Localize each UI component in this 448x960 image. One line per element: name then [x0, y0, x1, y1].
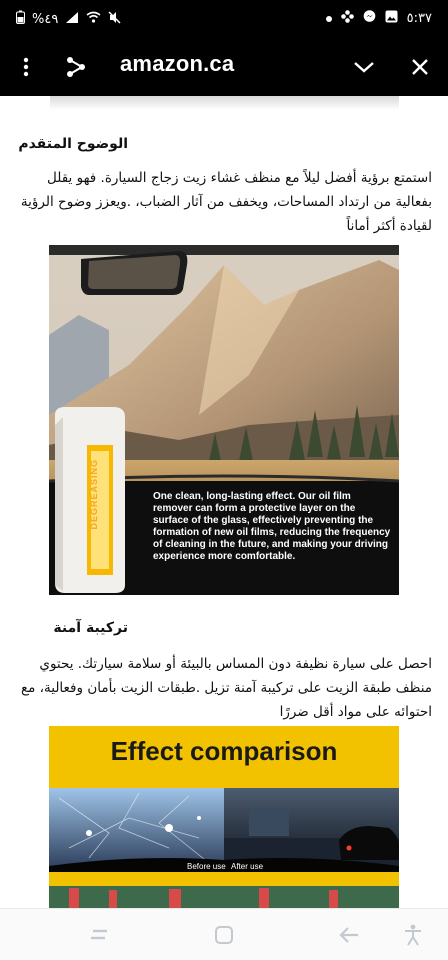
- recent-apps-button[interactable]: [84, 921, 114, 949]
- collapse-button[interactable]: [342, 38, 386, 96]
- vertical-dots-icon: [23, 57, 29, 77]
- wifi-icon: [86, 11, 101, 27]
- comparison-title: Effect comparison: [110, 736, 338, 766]
- battery-percent: %٤٩: [32, 11, 59, 27]
- back-button[interactable]: [334, 921, 364, 949]
- home-button[interactable]: [209, 921, 239, 949]
- accessibility-button[interactable]: [398, 921, 428, 949]
- close-button[interactable]: [398, 38, 442, 96]
- section-heading-safe: تركيبة آمنة: [53, 620, 128, 636]
- notification-dot-icon: [326, 11, 332, 26]
- before-use-label: Before use: [187, 862, 226, 871]
- page-content[interactable]: [0, 96, 448, 908]
- section-text-safe: احصل على سيارة نظيفة دون المساس بالبيئة أو سلامة سيارتك. يحتوي منظف طبقة الزيت على تركيبة آمنة تزيل .طبقات الزيت بأمان وفعالية، مع احتوائه على مواد أقل ضررًا: [20, 656, 432, 720]
- product-image: [49, 245, 399, 595]
- navigation-bar: [0, 908, 448, 960]
- status-bar: [0, 0, 448, 38]
- messenger-icon: [363, 10, 376, 27]
- battery-icon: [16, 10, 25, 28]
- recent-apps-icon: [89, 926, 109, 944]
- share-icon: [65, 56, 87, 78]
- accessibility-icon: [403, 924, 423, 946]
- section-heading-clarity: الوضوح المتقدم: [18, 136, 128, 152]
- chevron-down-icon: [353, 60, 375, 74]
- share-button[interactable]: [54, 38, 98, 96]
- signal-icon: [65, 11, 79, 28]
- browser-toolbar: [0, 38, 448, 96]
- more-options-button[interactable]: [4, 38, 48, 96]
- previous-image-edge: [50, 96, 399, 110]
- home-square-icon: [214, 925, 234, 945]
- bottle-label: DEGREASING: [89, 459, 99, 530]
- mute-icon: [108, 11, 121, 28]
- gallery-icon: [385, 10, 398, 27]
- section-text-clarity: استمتع برؤية أفضل ليلاً مع منظف غشاء زيت زجاج السيارة. فهو يقلل بفعالية من ارتداد المساحات، ويخفف من آثار الضباب، .ويعزز وضوح الرؤية لقيادة أكثر أماناً: [20, 170, 432, 234]
- after-use-label: After use: [231, 862, 264, 871]
- image-caption: One clean, long-lasting effect. Our oil film remover can form a protective layer on the surface of the glass, effectively preventing the formation of new oil films, reducing the frequency of cleaning in the future, and making your driving experience more comfortable.: [153, 491, 391, 562]
- comparison-photos: [49, 788, 399, 908]
- comparison-image: [49, 726, 399, 908]
- flower-icon: [341, 10, 354, 27]
- clock-time: ٥:٣٧: [406, 11, 432, 26]
- url-text[interactable]: amazon.ca: [120, 51, 235, 76]
- close-icon: [411, 58, 429, 76]
- back-arrow-icon: [338, 926, 360, 944]
